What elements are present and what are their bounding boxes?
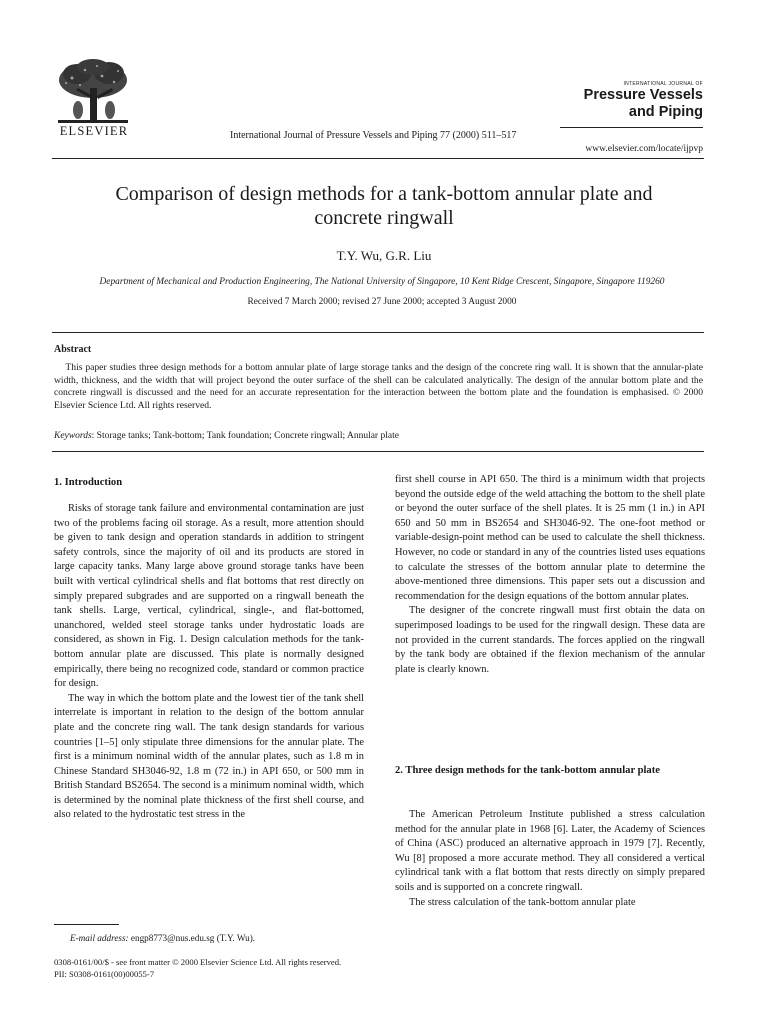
- abstract-top-divider: [52, 332, 704, 333]
- paragraph-5: The American Petroleum Institute published a stress calculation method for the annular plate in 1968 [6]. Later, the Academy of Sciences of China (ASC) produced an alternative approach in 1979 [7]. Recently, Wu [8] proposed a more accurate method. They all considered a vertical cylindrical tank with a flat bottom that rests directly on simply prepared soils and is supported on a concrete ringwall.: [395, 809, 705, 893]
- left-column: [54, 502, 364, 823]
- email-value: engp8773@nus.edu.sg (T.Y. Wu).: [128, 933, 256, 943]
- authors: T.Y. Wu, G.R. Liu: [336, 248, 432, 263]
- abstract-text: [54, 362, 703, 412]
- title-line-1: Comparison of design methods for a tank-bottom annular plate and: [115, 183, 653, 205]
- front-matter: [54, 956, 341, 980]
- affiliation: Department of Mechanical and Production Engineering, The National University of Singapore, 10 Kent Ridge Crescent, Singapore, Singapore 119260: [99, 277, 665, 287]
- right-column-bottom: [395, 808, 705, 910]
- masthead-small-text: INTERNATIONAL JOURNAL OF: [623, 81, 703, 87]
- footnote-divider: [54, 924, 119, 925]
- keywords-divider: [52, 451, 704, 452]
- journal-masthead: [560, 81, 703, 121]
- right-column-top: [395, 473, 705, 677]
- paragraph-2: The way in which the bottom plate and the lowest tier of the tank shell interrelate is important in relation to the design of the bottom annular plate and the concrete ring wall. The tank design standards for various countries [1–5] only stipulate three dimensions for the annular plate. The first is a minimum nominal width of the annular plates, such as 1.8 m in Chinese Standard SH3046-92, 1.8 m (72 in.) in API 650, or 500 mm in British Standard BS2654. The second is a minimum nominal width, which is determined by the nominal plate thickness of the first shell course, and also related to the hydrostatic test stress in the: [54, 692, 364, 821]
- title-line-2: concrete ringwall: [314, 207, 454, 229]
- section-1-heading: 1. Introduction: [54, 477, 123, 488]
- copyright-line: 0308-0161/00/$ - see front matter © 2000 Elsevier Science Ltd. All rights reserved.: [54, 957, 342, 967]
- section-2-heading: 2. Three design methods for the tank-bottom annular plate: [395, 765, 660, 776]
- abstract-body: This paper studies three design methods for a bottom annular plate of large storage tanks and the design of the concrete ring wall. It is shown that the annular-plate width, thickness, and the width that will project beyond the outer surface of the shell can be calculated analytically. The design of the annular bottom plate and the concrete ringwall is discussed and the need for an accurate representation for the interaction between the bottom plate and the foundation is emphasised. © 2000 Elsevier Science Ltd. All rights reserved.: [54, 362, 703, 411]
- paragraph-3: first shell course in API 650. The third is a minimum width that projects beyond the outside edge of the weld attaching the bottom to the shell plate or beyond the outer surface of the shell plates. It is 25 mm (1 in.) in API 650 and 50 mm in BS2654 and SH3046-92. The one-foot method or variable-design-point method can be used to calculate the shell thickness. However, no code or standard in any of the countries listed uses equations to calculate the stresses of the bottom annular plate to determine the above-mentioned three dimensions. This paper sets out a discussion and recommendation for the design equations of the bottom annular plates.: [395, 474, 705, 602]
- masthead-line-1: Pressure Vessels: [583, 87, 703, 103]
- pii-line: PII: S0308-0161(00)00055-7: [54, 969, 155, 979]
- paragraph-1: Risks of storage tank failure and environmental contamination are just two of the problems facing oil storage. As a result, more attention should be given to tank design and operation standards in addition to stringent safety controls, since the majority of oil and its products are stored in large capacity tanks. Many large above ground storage tanks have been built with vertical cylindrical shells and flat bottoms that rest directly on simply prepared subgrades and are supported on a ringwall beneath the tank shells. Large, vertical, cylindrical, single-, and flat-bottomed, unanchored, welded steel storage tanks under hydrostatic loads are considered, as shown in Fig. 1. Design calculation methods for the tank-bottom annular plate are discussed. This plate is normally designed empirically, there being no recognized code, standard or common practice for design.: [54, 503, 364, 690]
- email-label: E-mail address:: [70, 933, 129, 943]
- article-title: [60, 182, 708, 230]
- journal-url[interactable]: www.elsevier.com/locate/ijpvp: [585, 144, 703, 154]
- received-dates: Received 7 March 2000; revised 27 June 2000; accepted 3 August 2000: [247, 297, 517, 307]
- elsevier-tree-logo: [52, 58, 134, 130]
- abstract-heading: Abstract: [54, 344, 92, 355]
- publisher-name: ELSEVIER: [59, 124, 129, 138]
- keywords-label: Keywords: [54, 431, 92, 441]
- keywords: [54, 431, 703, 441]
- header-divider: [52, 158, 704, 159]
- journal-citation: International Journal of Pressure Vessels and Piping 77 (2000) 511–517: [230, 130, 517, 141]
- masthead-divider: [560, 127, 703, 128]
- keywords-list: : Storage tanks; Tank-bottom; Tank foundation; Concrete ringwall; Annular plate: [91, 431, 399, 441]
- paragraph-6: The stress calculation of the tank-bottom annular plate: [409, 896, 636, 908]
- masthead-line-2: and Piping: [628, 104, 703, 120]
- footnote-email: [70, 933, 255, 943]
- paragraph-4: The designer of the concrete ringwall must first obtain the data on superimposed loadings to be used for the ringwall design. These data are not provided in the current standards. The forces applied on the ringwall by the tank body are obtained if the flexion mechanism of the annular plate is clearly known.: [395, 605, 705, 675]
